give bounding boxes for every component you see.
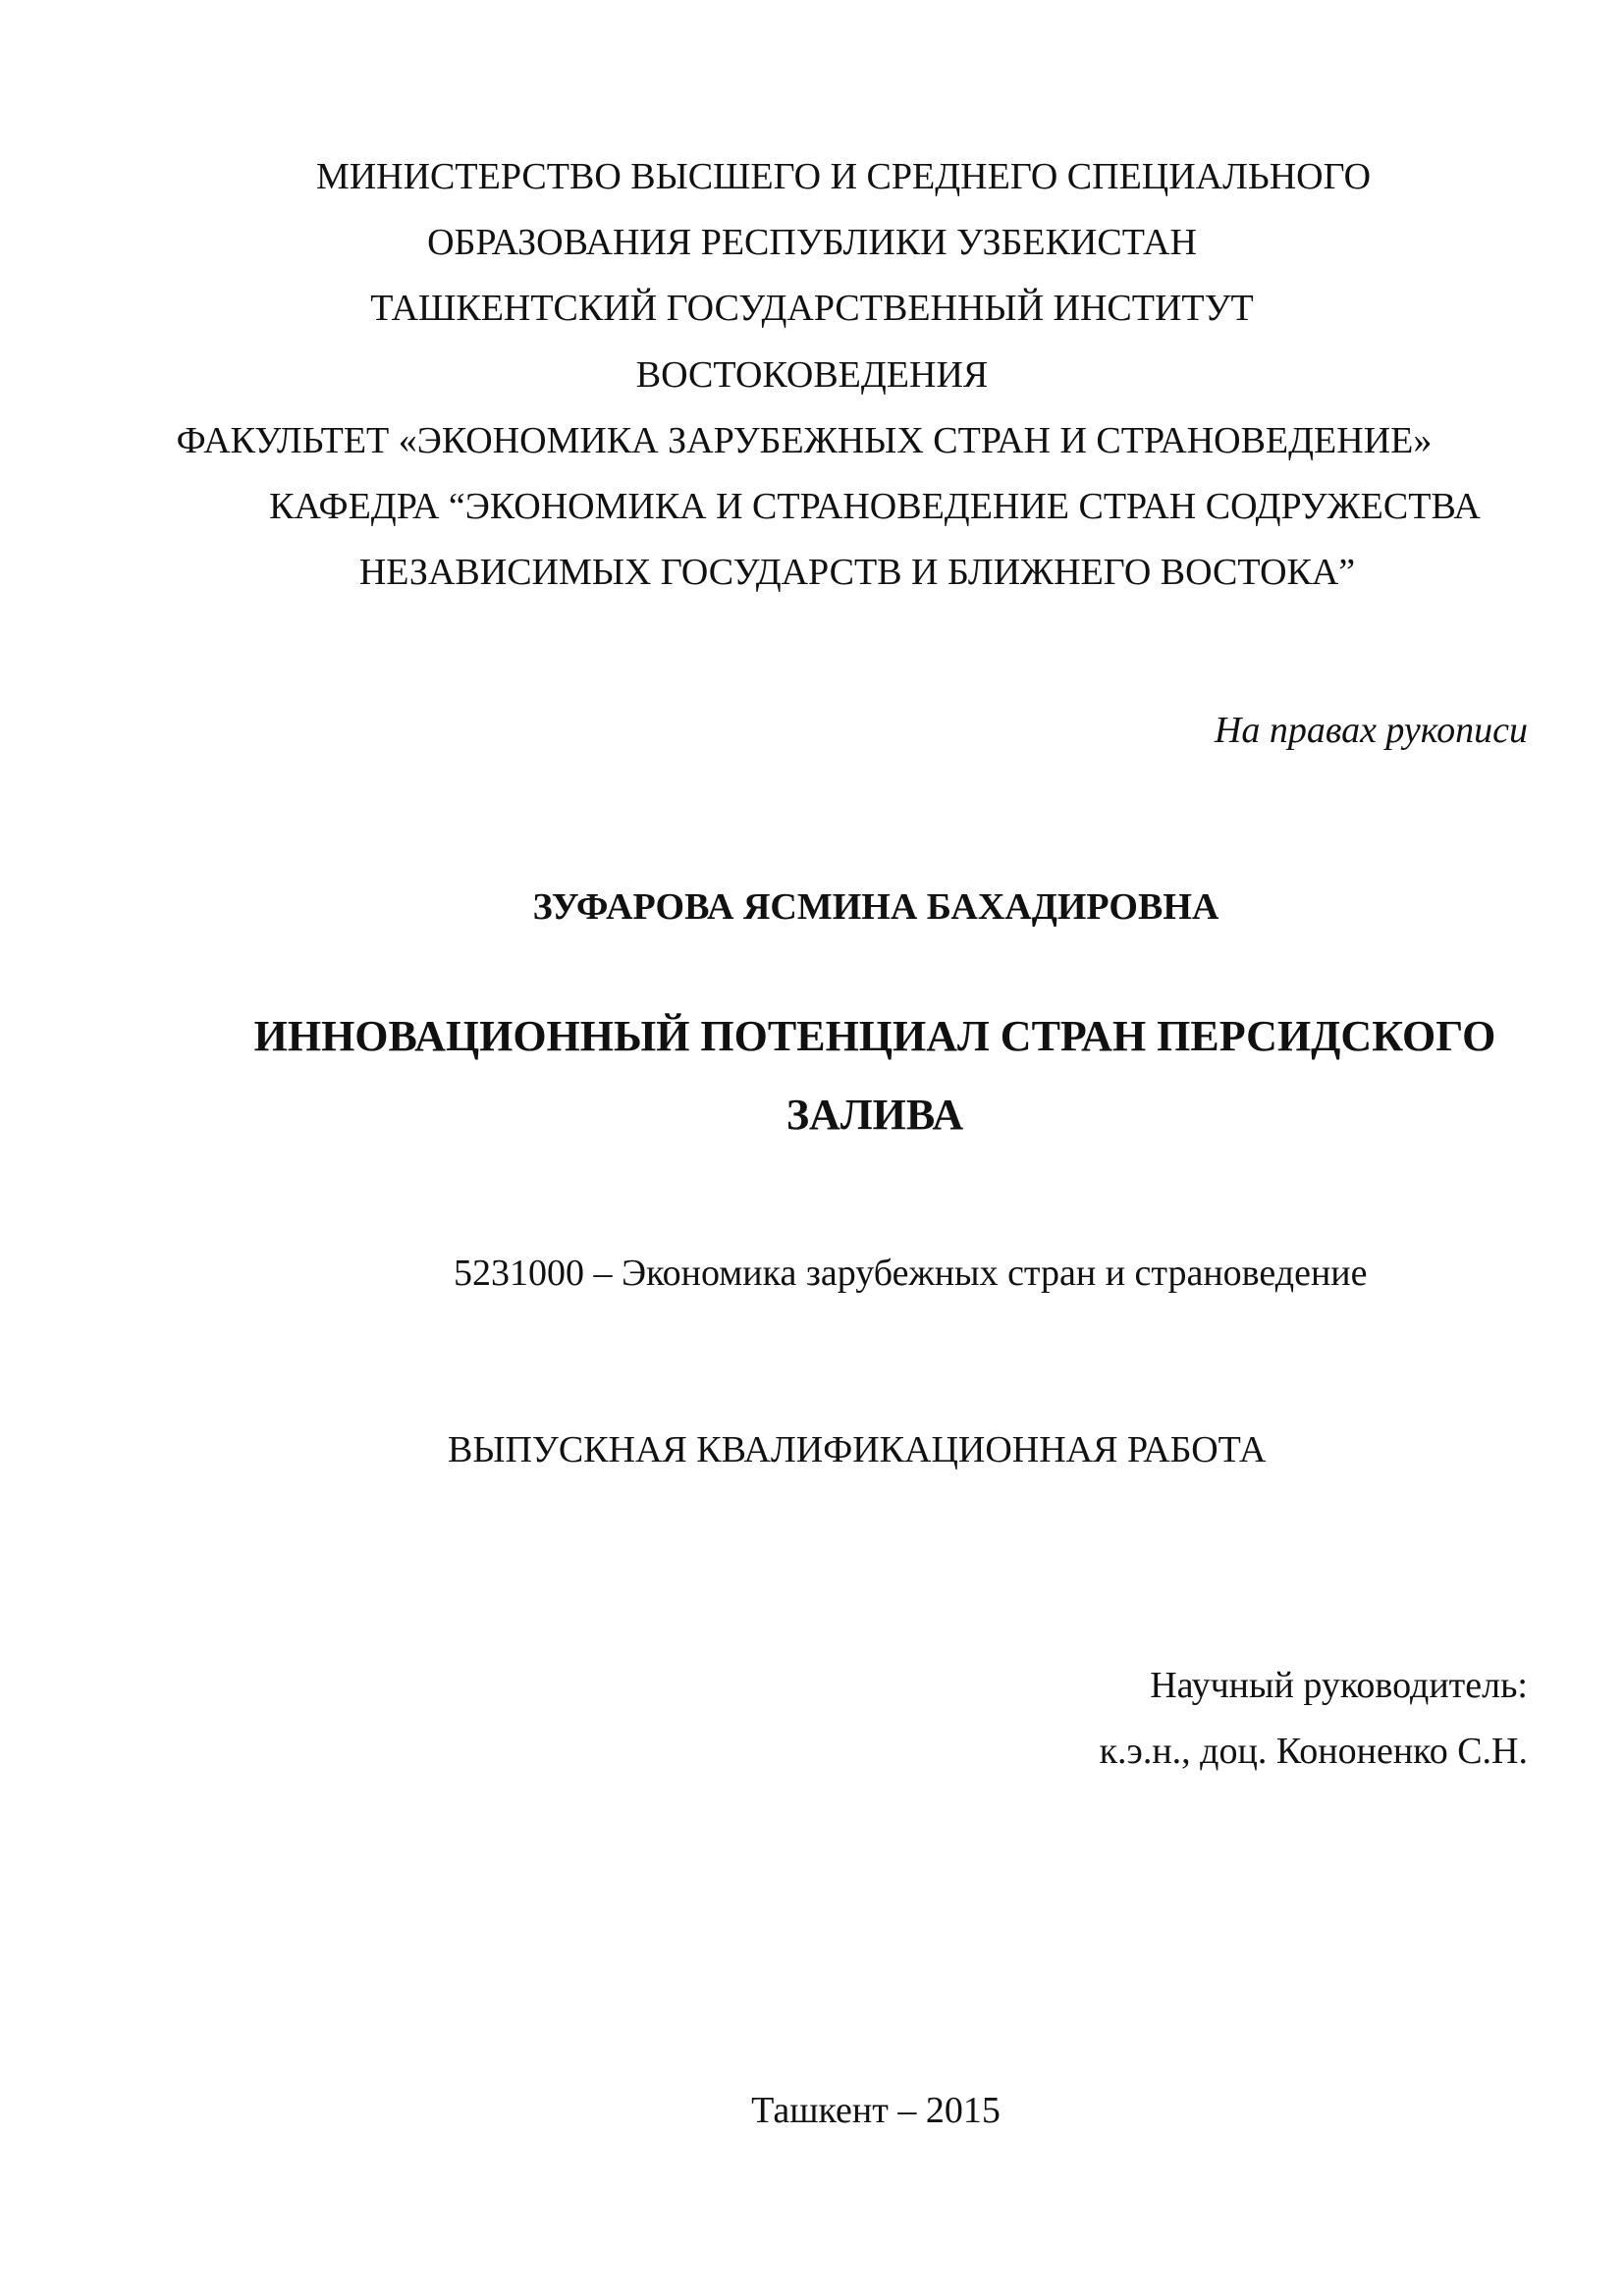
supervisor-label: Научный руководитель: <box>1150 1665 1528 1706</box>
place-and-year: Ташкент – 2015 <box>751 2090 1001 2131</box>
header-line-4: ВОСТОКОВЕДЕНИЯ <box>635 354 989 396</box>
specialty-line: 5231000 – Экономика зарубежных стран и страноведение <box>454 1253 1368 1294</box>
author-name: ЗУФАРОВА ЯСМИНА БАХАДИРОВНА <box>532 886 1219 928</box>
header-line-3: ТАШКЕНТСКИЙ ГОСУДАРСТВЕННЫЙ ИНСТИТУТ <box>370 288 1254 329</box>
header-line-1: МИНИСТЕРСТВО ВЫСШЕГО И СРЕДНЕГО СПЕЦИАЛЬНОГО <box>315 156 1372 197</box>
supervisor-name: к.э.н., доц. Кононенко С.Н. <box>1099 1731 1528 1772</box>
manuscript-note: На правах рукописи <box>1214 710 1528 751</box>
header-line-6: КАФЕДРА “ЭКОНОМИКА И СТРАНОВЕДЕНИЕ СТРАН СОДРУЖЕСТВА <box>269 486 1481 527</box>
header-line-5: ФАКУЛЬТЕТ «ЭКОНОМИКА ЗАРУБЕЖНЫХ СТРАН И СТРАНОВЕДЕНИЕ» <box>176 420 1433 461</box>
thesis-title-line-2: ЗАЛИВА <box>785 1091 964 1139</box>
thesis-title-line-1: ИННОВАЦИОННЫЙ ПОТЕНЦИАЛ СТРАН ПЕРСИДСКОГО <box>253 1012 1496 1060</box>
header-line-7: НЕЗАВИСИМЫХ ГОСУДАРСТВ И БЛИЖНЕГО ВОСТОКА” <box>358 552 1356 593</box>
work-type: ВЫПУСКНАЯ КВАЛИФИКАЦИОННАЯ РАБОТА <box>448 1429 1267 1470</box>
header-line-2: ОБРАЗОВАНИЯ РЕСПУБЛИКИ УЗБЕКИСТАН <box>427 222 1197 263</box>
